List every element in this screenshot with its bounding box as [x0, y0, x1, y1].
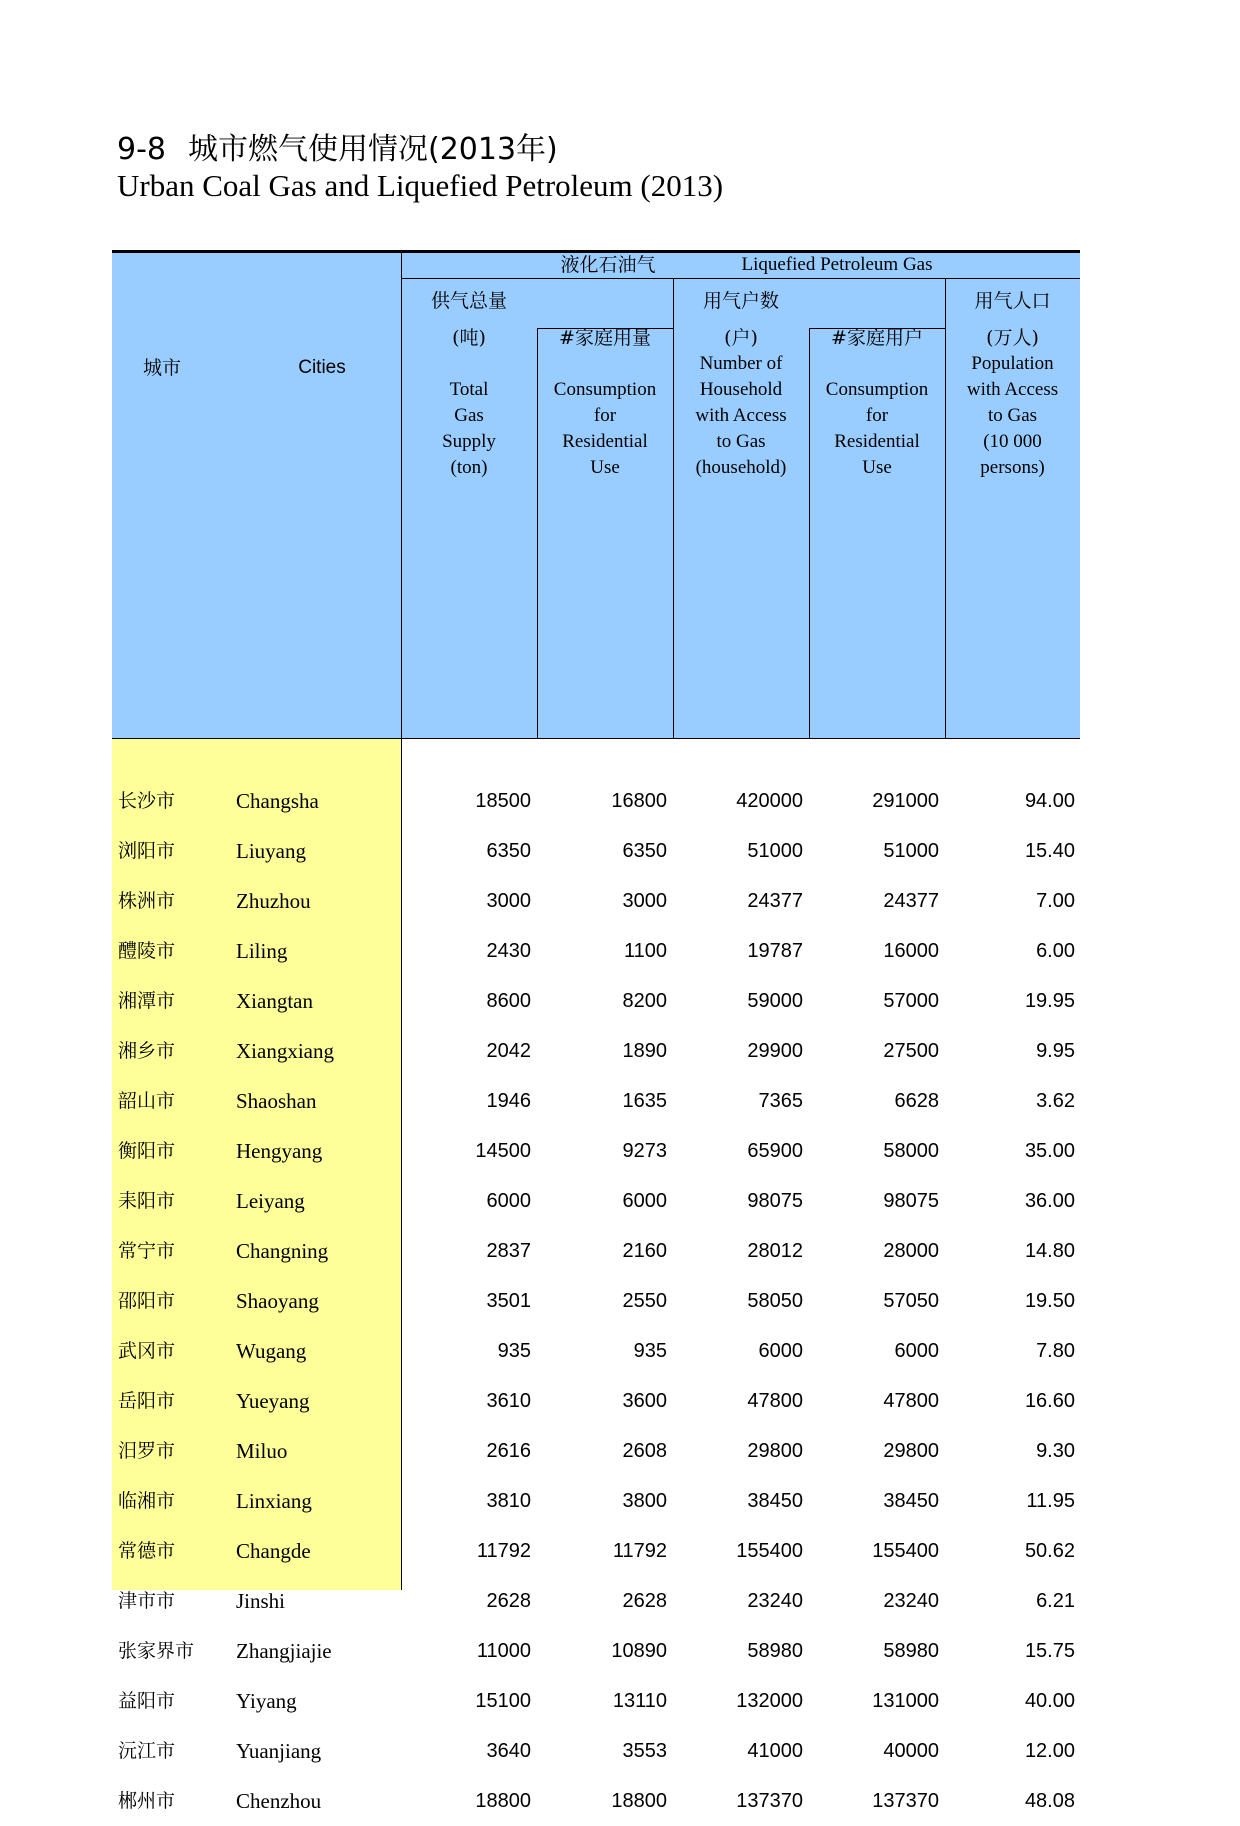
- residential-use-cell: 13110: [612, 1690, 667, 1712]
- population-cell: 15.40: [1024, 840, 1075, 862]
- header-en-line: Residential: [562, 431, 648, 452]
- city-name-en: Shaoshan: [236, 1089, 317, 1113]
- table-row: [112, 1576, 1080, 1626]
- city-name-en: Yiyang: [236, 1689, 297, 1713]
- residential-households-cell: 38450: [883, 1490, 939, 1512]
- page-title-chinese: [117, 124, 558, 168]
- header-en-line: with Access: [966, 379, 1059, 400]
- header-en-line: Number of: [699, 353, 783, 374]
- residential-households-cell: 16000: [883, 940, 939, 962]
- city-name-en: Xiangtan: [236, 989, 313, 1013]
- households-cell: 24377: [747, 890, 803, 912]
- header-unit: (吨): [452, 327, 486, 349]
- total-supply-cell: 15100: [475, 1690, 531, 1712]
- city-name-cn: 耒阳市: [118, 1190, 176, 1212]
- city-name-cn: 汨罗市: [118, 1440, 176, 1462]
- header-en-line: for: [593, 405, 617, 426]
- city-name-en: Changning: [236, 1239, 329, 1263]
- total-supply-cell: 3501: [486, 1290, 531, 1312]
- city-name-cn: 株洲市: [118, 890, 176, 912]
- city-name-cn: 常宁市: [118, 1240, 176, 1262]
- population-cell: 14.80: [1024, 1240, 1075, 1262]
- header-en-line: Residential: [834, 431, 920, 452]
- population-cell: 15.75: [1024, 1640, 1075, 1662]
- residential-households-cell: 27500: [883, 1040, 939, 1062]
- city-name-en: Yuanjiang: [236, 1739, 322, 1763]
- households-cell: 65900: [747, 1140, 803, 1162]
- header-en-line: Use: [862, 457, 892, 478]
- population-cell: 36.00: [1024, 1190, 1075, 1212]
- city-name-en: Zhangjiajie: [236, 1639, 332, 1663]
- residential-households-cell: 24377: [883, 890, 939, 912]
- city-name-cn: 郴州市: [118, 1790, 176, 1812]
- households-cell: 155400: [736, 1540, 803, 1562]
- households-cell: 420000: [736, 790, 803, 812]
- residential-households-cell: 28000: [883, 1240, 939, 1262]
- table-row: [112, 926, 1080, 976]
- total-supply-cell: 18500: [475, 790, 531, 812]
- total-supply-cell: 3000: [486, 890, 531, 912]
- table-row: [112, 876, 1080, 926]
- city-name-cn: 沅江市: [118, 1740, 176, 1762]
- residential-use-cell: 2608: [622, 1440, 667, 1462]
- page-title-english: Urban Coal Gas and Liquefied Petroleum (2013): [117, 168, 724, 203]
- residential-households-cell: 40000: [883, 1740, 939, 1762]
- table-row: [112, 1226, 1080, 1276]
- table-row: [112, 1276, 1080, 1326]
- population-cell: 7.00: [1036, 890, 1075, 912]
- city-name-cn: 津市市: [118, 1590, 176, 1612]
- total-supply-cell: 6350: [486, 840, 531, 862]
- residential-households-cell: 131000: [872, 1690, 939, 1712]
- population-cell: 11.95: [1026, 1490, 1075, 1512]
- population-cell: 7.80: [1036, 1340, 1075, 1362]
- table-body: [112, 776, 1080, 1826]
- population-cell: 6.00: [1036, 940, 1075, 962]
- city-name-cn: 湘潭市: [118, 990, 176, 1012]
- residential-households-cell: 98075: [883, 1190, 939, 1212]
- households-cell: 51000: [747, 840, 803, 862]
- total-supply-cell: 2837: [486, 1240, 531, 1262]
- population-cell: 3.62: [1036, 1090, 1075, 1112]
- total-supply-cell: 18800: [475, 1790, 531, 1812]
- households-cell: 137370: [736, 1790, 803, 1812]
- households-cell: 59000: [747, 990, 803, 1012]
- city-name-cn: 益阳市: [118, 1690, 176, 1712]
- residential-use-cell: 2160: [622, 1240, 667, 1262]
- residential-households-cell: 29800: [883, 1440, 939, 1462]
- population-cell: 48.08: [1024, 1790, 1075, 1812]
- title-cn-text: 城市燃气使用情况(2013年): [188, 132, 558, 167]
- header-unit: (万人): [986, 327, 1039, 349]
- population-cell: 35.00: [1024, 1140, 1075, 1162]
- residential-use-cell: 6000: [622, 1190, 667, 1212]
- city-name-en: Yueyang: [236, 1389, 310, 1413]
- city-name-cn: 浏阳市: [118, 840, 176, 862]
- header-cn: 供气总量: [430, 290, 507, 312]
- table-row: [112, 776, 1080, 826]
- residential-use-cell: 3600: [622, 1390, 667, 1412]
- city-name-en: Hengyang: [236, 1139, 323, 1163]
- residential-households-cell: 58000: [883, 1140, 939, 1162]
- households-cell: 38450: [747, 1490, 803, 1512]
- households-cell: 6000: [758, 1340, 803, 1362]
- header-en-line: Gas: [454, 405, 484, 426]
- city-name-cn: 醴陵市: [118, 940, 176, 962]
- residential-households-cell: 6628: [894, 1090, 939, 1112]
- table-row: [112, 826, 1080, 876]
- total-supply-cell: 6000: [486, 1190, 531, 1212]
- city-name-en: Liuyang: [236, 839, 306, 863]
- population-cell: 9.95: [1036, 1040, 1075, 1062]
- households-cell: 19787: [747, 940, 803, 962]
- households-cell: 47800: [747, 1390, 803, 1412]
- population-cell: 16.60: [1024, 1390, 1075, 1412]
- residential-use-cell: 1635: [622, 1090, 667, 1112]
- city-name-en: Linxiang: [236, 1489, 312, 1513]
- city-name-cn: 临湘市: [118, 1490, 176, 1512]
- header-en-line: (ton): [450, 457, 488, 478]
- table-row: [112, 1726, 1080, 1776]
- header-en-line: Household: [699, 379, 783, 400]
- header-en-line: Consumption: [553, 379, 657, 400]
- residential-use-cell: 1890: [622, 1040, 667, 1062]
- city-name-en: Shaoyang: [236, 1289, 319, 1313]
- population-cell: 94.00: [1024, 790, 1075, 812]
- residential-households-cell: 57000: [883, 990, 939, 1012]
- gas-table: [112, 250, 1080, 1813]
- table-row: [112, 1476, 1080, 1526]
- residential-use-cell: 1100: [623, 940, 667, 962]
- total-supply-cell: 3810: [486, 1490, 531, 1512]
- total-supply-cell: 935: [497, 1340, 531, 1362]
- residential-households-cell: 23240: [883, 1590, 939, 1612]
- table-row: [112, 1776, 1080, 1826]
- households-cell: 58980: [747, 1640, 803, 1662]
- residential-households-cell: 6000: [894, 1340, 939, 1362]
- population-cell: 12.00: [1024, 1740, 1075, 1762]
- city-name-en: Changde: [236, 1539, 311, 1563]
- city-name-cn: 衡阳市: [118, 1140, 176, 1162]
- residential-use-cell: 3553: [622, 1740, 667, 1762]
- total-supply-cell: 11792: [476, 1540, 531, 1562]
- header-en-line: Consumption: [825, 379, 929, 400]
- city-name-cn: 张家界市: [118, 1640, 195, 1662]
- total-supply-cell: 2616: [486, 1440, 531, 1462]
- households-cell: 132000: [736, 1690, 803, 1712]
- header-en-line: for: [865, 405, 889, 426]
- table-number: 9-8: [117, 132, 166, 167]
- header-en-line: Use: [590, 457, 620, 478]
- residential-households-cell: 57050: [883, 1290, 939, 1312]
- residential-use-cell: 10890: [611, 1640, 667, 1662]
- total-supply-cell: 2042: [486, 1040, 531, 1062]
- table-row: [112, 1426, 1080, 1476]
- households-cell: 98075: [747, 1190, 803, 1212]
- table-row: [112, 1026, 1080, 1076]
- total-supply-cell: 2628: [486, 1590, 531, 1612]
- city-name-cn: 武冈市: [118, 1340, 176, 1362]
- header-en-line: persons): [980, 457, 1045, 478]
- residential-households-cell: 51000: [883, 840, 939, 862]
- table-row: [112, 1176, 1080, 1226]
- city-header-cn: 城市: [142, 357, 181, 379]
- residential-use-cell: 3000: [622, 890, 667, 912]
- header-cn: #家庭用户: [831, 327, 923, 349]
- total-supply-cell: 14500: [475, 1140, 531, 1162]
- city-name-en: Chenzhou: [236, 1789, 322, 1813]
- total-supply-cell: 11000: [476, 1640, 531, 1662]
- residential-use-cell: 11792: [612, 1540, 667, 1562]
- residential-use-cell: 18800: [611, 1790, 667, 1812]
- city-name-en: Miluo: [236, 1439, 288, 1463]
- table-row: [112, 1376, 1080, 1426]
- residential-use-cell: 16800: [611, 790, 667, 812]
- header-en-line: (household): [695, 457, 787, 478]
- residential-use-cell: 2550: [622, 1290, 667, 1312]
- population-cell: 50.62: [1024, 1540, 1075, 1562]
- header-en-line: Population: [971, 353, 1054, 374]
- city-name-cn: 岳阳市: [118, 1390, 176, 1412]
- city-name-cn: 湘乡市: [118, 1040, 176, 1062]
- residential-households-cell: 47800: [883, 1390, 939, 1412]
- group-header-en: Liquefied Petroleum Gas: [741, 254, 933, 275]
- residential-use-cell: 3800: [622, 1490, 667, 1512]
- header-cn: 用气人口: [974, 290, 1051, 312]
- city-name-en: Jinshi: [236, 1589, 286, 1613]
- population-cell: 6.21: [1036, 1590, 1075, 1612]
- total-supply-cell: 2430: [486, 940, 531, 962]
- city-name-en: Wugang: [236, 1339, 307, 1363]
- households-cell: 28012: [747, 1240, 803, 1262]
- table-row: [112, 976, 1080, 1026]
- city-name-en: Liling: [236, 939, 288, 963]
- residential-use-cell: 935: [633, 1340, 667, 1362]
- header-en-line: with Access: [695, 405, 787, 426]
- table-row: [112, 1126, 1080, 1176]
- divider: [401, 278, 1080, 279]
- table-row: [112, 1076, 1080, 1126]
- households-cell: 41000: [747, 1740, 803, 1762]
- population-cell: 40.00: [1024, 1690, 1075, 1712]
- group-header-cn: 液化石油气: [560, 254, 656, 276]
- header-cn: 用气户数: [702, 290, 779, 312]
- total-supply-cell: 1946: [486, 1090, 531, 1112]
- city-header-en: Cities: [298, 357, 346, 378]
- residential-use-cell: 9273: [622, 1140, 667, 1162]
- population-cell: 19.95: [1024, 990, 1075, 1012]
- table-row: [112, 1526, 1080, 1576]
- city-name-en: Changsha: [236, 789, 319, 813]
- table-row: [112, 1676, 1080, 1726]
- city-name-en: Leiyang: [236, 1189, 305, 1213]
- city-name-cn: 长沙市: [118, 790, 176, 812]
- residential-households-cell: 58980: [883, 1640, 939, 1662]
- residential-use-cell: 2628: [622, 1590, 667, 1612]
- households-cell: 29900: [747, 1040, 803, 1062]
- households-cell: 58050: [747, 1290, 803, 1312]
- header-en-line: Total: [449, 379, 489, 400]
- header-unit: (户): [724, 327, 758, 349]
- residential-households-cell: 137370: [872, 1790, 939, 1812]
- city-name-en: Xiangxiang: [236, 1039, 334, 1063]
- header-en-line: to Gas: [716, 431, 766, 452]
- city-name-cn: 邵阳市: [118, 1290, 176, 1312]
- header-en-line: Supply: [442, 431, 496, 452]
- header-en-line: (10 000: [983, 431, 1042, 452]
- households-cell: 29800: [747, 1440, 803, 1462]
- divider: [112, 738, 1080, 739]
- residential-households-cell: 155400: [872, 1540, 939, 1562]
- header-cn: #家庭用量: [559, 327, 651, 349]
- header-en-line: to Gas: [987, 405, 1038, 426]
- city-name-cn: 韶山市: [118, 1090, 176, 1112]
- city-name-en: Zhuzhou: [236, 889, 311, 913]
- total-supply-cell: 8600: [486, 990, 531, 1012]
- residential-households-cell: 291000: [872, 790, 939, 812]
- households-cell: 7365: [758, 1090, 803, 1112]
- households-cell: 23240: [747, 1590, 803, 1612]
- residential-use-cell: 6350: [622, 840, 667, 862]
- city-name-cn: 常德市: [118, 1540, 176, 1562]
- population-cell: 19.50: [1024, 1290, 1075, 1312]
- population-cell: 9.30: [1036, 1440, 1075, 1462]
- residential-use-cell: 8200: [622, 990, 667, 1012]
- total-supply-cell: 3610: [486, 1390, 531, 1412]
- table-row: [112, 1326, 1080, 1376]
- table-row: [112, 1626, 1080, 1676]
- total-supply-cell: 3640: [486, 1740, 531, 1762]
